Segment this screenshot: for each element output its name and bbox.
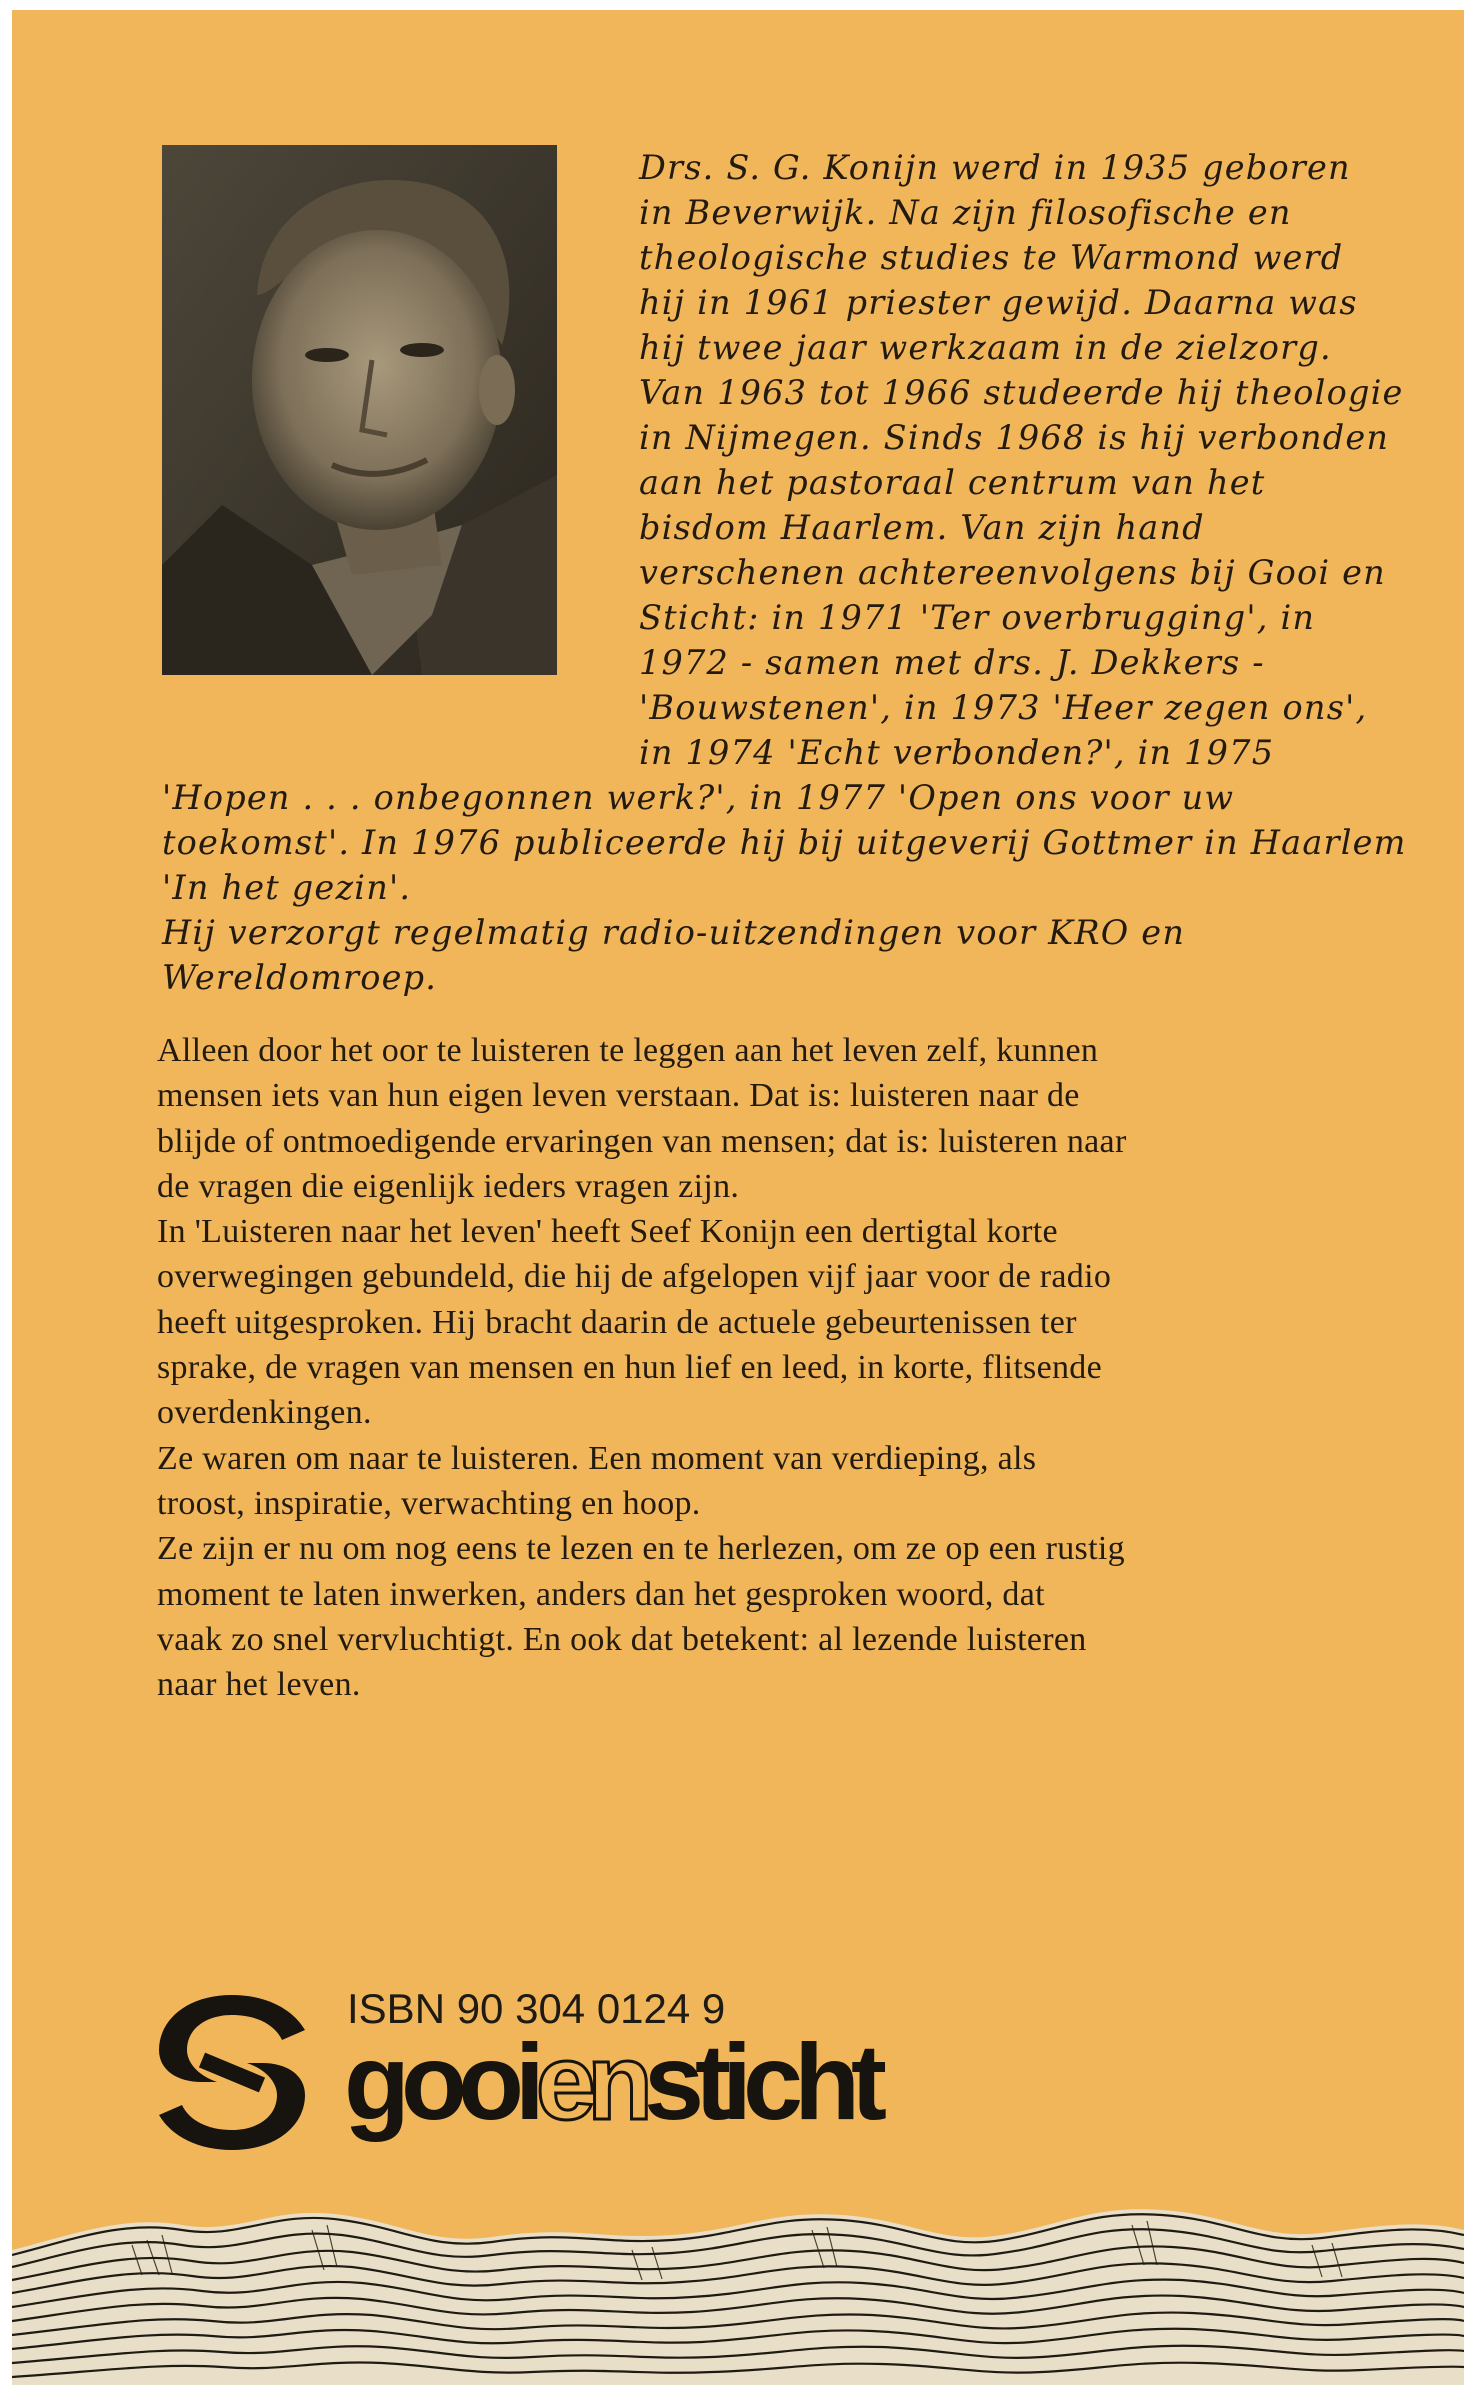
publisher-name <box>344 2021 879 2142</box>
bio-line: Sticht: in 1971 'Ter overbrugging', in <box>639 598 1316 637</box>
bio-line: Hij verzorgt regelmatig radio-uitzendingen voor KRO en <box>162 913 1186 952</box>
blurb-line: de vragen die eigenlijk ieders vragen zijn. <box>157 1167 740 1205</box>
blurb-line: sprake, de vragen van mensen en hun lief en leed, in korte, flitsende <box>157 1349 1102 1387</box>
bio-line: toekomst'. In 1976 publiceerde hij bij uitgeverij Gottmer in Haarlem <box>162 823 1407 862</box>
bio-line: 'Bouwstenen', in 1973 'Heer zegen ons', <box>639 688 1368 727</box>
blurb-line: vaak zo snel vervluchtigt. En ook dat betekent: al lezende luisteren <box>157 1620 1087 1658</box>
bio-line: 'In het gezin'. <box>162 868 412 907</box>
bio-line: in 1974 'Echt verbonden?', in 1975 <box>639 733 1275 772</box>
book-blurb <box>157 1028 1357 1707</box>
waves-illustration <box>12 2195 1464 2385</box>
blurb-line: Alleen door het oor te luisteren te leggen aan het leven zelf, kunnen <box>157 1032 1099 1069</box>
bio-line: theologische studies te Warmond werd <box>639 238 1344 277</box>
bio-line: in Beverwijk. Na zijn filosofische en <box>639 193 1292 232</box>
publisher-name-part: en <box>535 2021 644 2142</box>
blurb-line: overdenkingen. <box>157 1394 372 1432</box>
blurb-line: mensen iets van hun eigen leven verstaan. Dat is: luisteren naar de <box>157 1077 1080 1115</box>
blurb-line: In 'Luisteren naar het leven' heeft Seef Konijn een dertigtal korte <box>157 1213 1058 1251</box>
blurb-line: overwegingen gebundeld, die hij de afgelopen vijf jaar voor de radio <box>157 1258 1112 1296</box>
bio-line: bisdom Haarlem. Van zijn hand <box>639 508 1205 547</box>
blurb-line: troost, inspiratie, verwachting en hoop. <box>157 1484 701 1522</box>
back-cover <box>12 10 1464 2385</box>
bio-line: 1972 - samen met drs. J. Dekkers - <box>639 643 1265 682</box>
blurb-line: blijde of ontmoedigende ervaringen van mensen; dat is: luisteren naar <box>157 1122 1127 1160</box>
publisher-name-part: gooi <box>344 2021 536 2142</box>
bio-line: in Nijmegen. Sinds 1968 is hij verbonden <box>639 418 1390 457</box>
bio-line: verschenen achtereenvolgens bij Gooi en <box>639 553 1386 592</box>
author-biography <box>162 145 1407 1000</box>
bio-line: aan het pastoraal centrum van het <box>639 463 1266 502</box>
blurb-line: Ze waren om naar te luisteren. Een moment van verdieping, als <box>157 1439 1037 1477</box>
blurb-line: moment te laten inwerken, anders dan het gesproken woord, dat <box>157 1575 1045 1613</box>
bio-line: Wereldomroep. <box>162 958 438 997</box>
isbn-number: ISBN 90 304 0124 9 <box>347 1985 726 2032</box>
bio-line: hij twee jaar werkzaam in de zielzorg. <box>639 328 1332 367</box>
bio-line: Drs. S. G. Konijn werd in 1935 geboren <box>639 148 1351 187</box>
blurb-line: naar het leven. <box>157 1666 361 1704</box>
blurb-line: heeft uitgesproken. Hij bracht daarin de actuele gebeurtenissen ter <box>157 1303 1077 1341</box>
bio-line: Van 1963 tot 1966 studeerde hij theologie <box>639 373 1404 412</box>
bio-line: 'Hopen . . . onbegonnen werk?', in 1977 'Open ons voor uw <box>162 778 1235 817</box>
publisher-name-part: sticht <box>643 2021 879 2142</box>
blurb-line: Ze zijn er nu om nog eens te lezen en te herlezen, om ze op een rustig <box>157 1530 1125 1568</box>
bio-line: hij in 1961 priester gewijd. Daarna was <box>639 283 1358 322</box>
publisher-logo-icon <box>157 1990 307 2155</box>
